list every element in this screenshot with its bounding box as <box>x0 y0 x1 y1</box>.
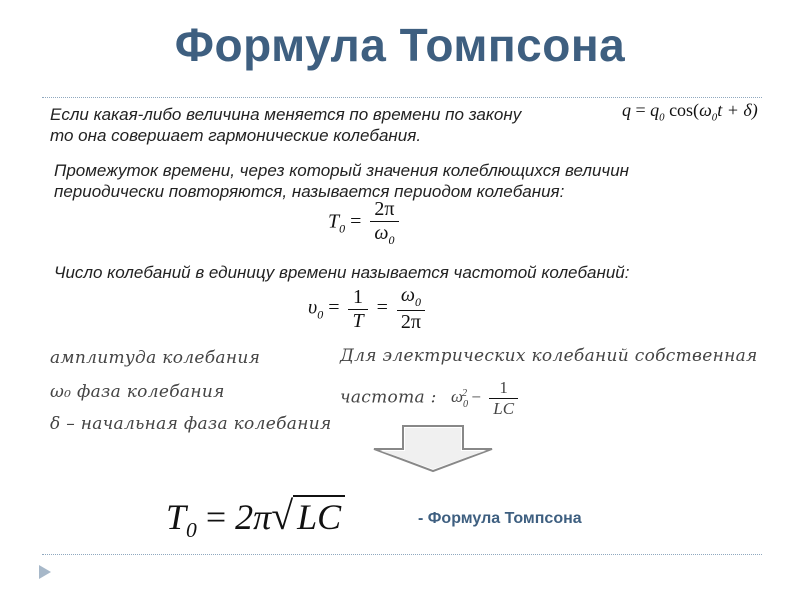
note-initial-phase: δ – начальная фаза колебания <box>50 414 332 434</box>
formula-frequency: $\upsilon_0$ = $\frac{1}{T}$ = $\frac{\omega_0}{2\pi}$ <box>308 284 429 334</box>
down-arrow-icon <box>372 425 494 473</box>
paragraph-frequency: Число колебаний в единицу времени называется частотой колебаний: <box>54 263 630 282</box>
sqrt-sign: √ <box>271 493 294 538</box>
formula-period: $T_0$ = $\frac{2\pi}{\omega_0}$ <box>328 198 403 248</box>
note-electric-line1: Для электрических колебаний собственная <box>340 346 758 366</box>
paragraph-period-line1: Промежуток времени, через который значения колеблющихся величин <box>54 161 630 180</box>
bottom-divider <box>42 554 762 555</box>
paragraph-law-line1: Если какая-либо величина меняется по времени по закону <box>50 105 522 124</box>
paragraph-period-line2: периодически повторяются, называется периодом колебания: <box>54 182 565 201</box>
formula-thomson: $T_0 = 2\pi√$ LC <box>166 492 345 543</box>
play-triangle-icon[interactable] <box>38 564 52 580</box>
top-divider <box>42 97 762 98</box>
note-phase: ω₀ фаза колебания <box>50 382 225 402</box>
paragraph-law-line2: то она совершает гармонические колебания. <box>50 126 422 145</box>
note-amplitude: амплитуда колебания <box>50 348 261 368</box>
formula-harmonic-law: $q = q_0$ $\cos(\omega_0t + \delta)$ <box>622 100 758 124</box>
thomson-caption: - Формула Томпсона <box>418 510 582 527</box>
formula-electric-frequency: частота : $\omega_0^2$ − $\frac{1}{LC}$ <box>340 378 522 419</box>
slide-title: Формула Томпсона <box>174 19 626 71</box>
